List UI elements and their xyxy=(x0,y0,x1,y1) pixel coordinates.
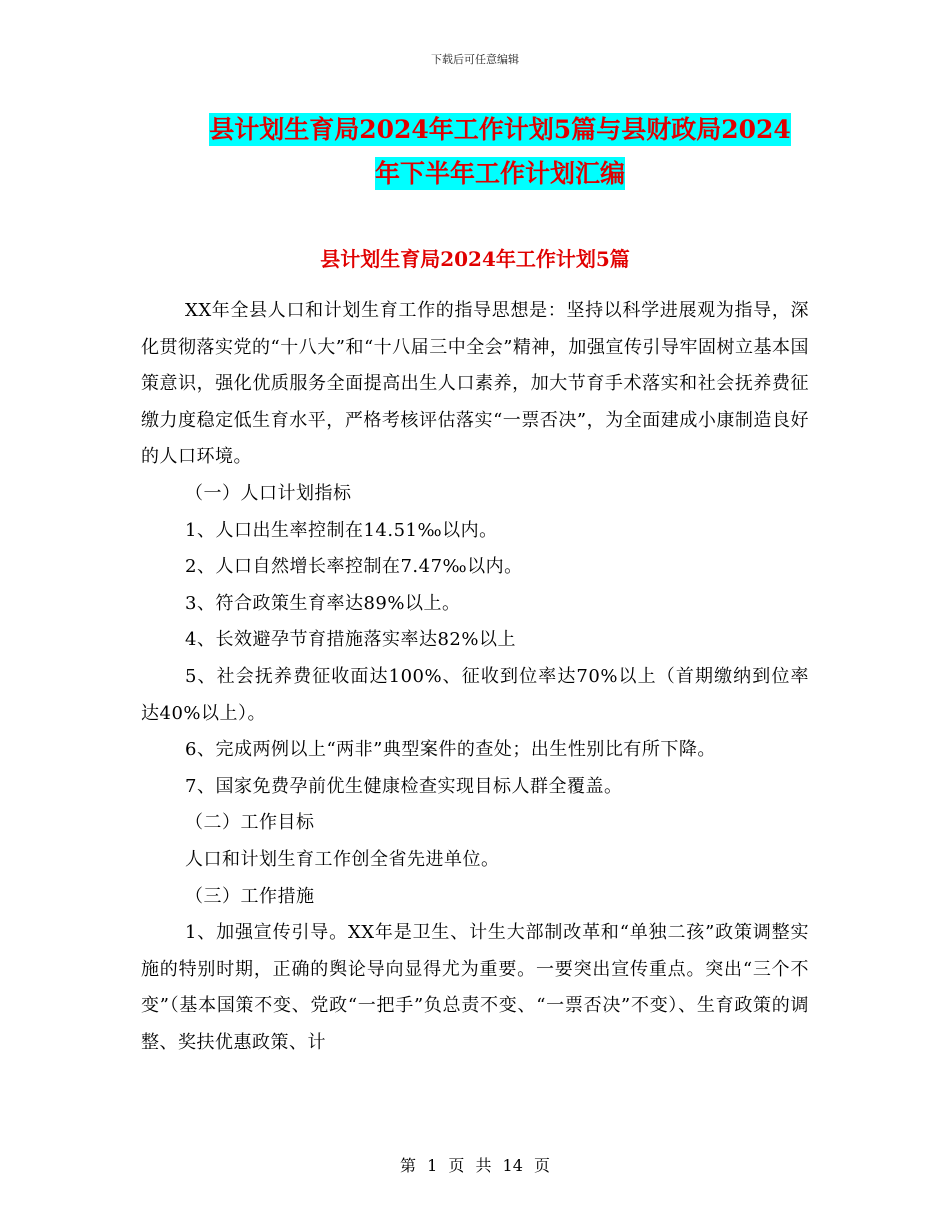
document-title xyxy=(120,108,880,196)
page-number: 第 1 页 共 14 页 xyxy=(400,1156,550,1175)
list-item: 2、人口自然增长率控制在7.47‰以内。 xyxy=(185,556,523,578)
list-item: 6、完成两例以上“两非”典型案件的查处；出生性别比有所下降。 xyxy=(185,739,716,761)
header-note: 下载后可任意编辑 xyxy=(431,53,519,66)
list-item: 5、社会抚养费征收面达100%、征收到位率达70%以上（首期缴纳到位率达40%以上）。 xyxy=(141,665,809,724)
paragraph-intro: XX年全县人口和计划生育工作的指导思想是：坚持以科学进展观为指导，深化贯彻落实党的“十八大”和“十八届三中全会”精神，加强宣传引导牢固树立基本国策意识，强化优质服务全面提高出生人口素养，加大节育手术落实和社会抚养费征缴力度稳定低生育水平，严格考核评估落实“一票否决”，为全面建成小康制造良好的人口环境。 xyxy=(141,300,809,468)
document-body xyxy=(141,293,809,1061)
list-item: 1、人口出生率控制在14.51‰以内。 xyxy=(185,519,498,541)
document-title-line-2: 年下半年工作计划汇编 xyxy=(374,159,625,188)
document-title-line-1: 县计划生育局2024年工作计划5篇与县财政局2024 xyxy=(209,115,791,144)
list-item: 3、符合政策生育率达89%以上。 xyxy=(185,592,461,614)
list-item: 7、国家免费孕前优生健康检查实现目标人群全覆盖。 xyxy=(185,775,623,797)
heading-work-goals: （二）工作目标 xyxy=(185,812,315,834)
heading-work-measures: （三）工作措施 xyxy=(185,885,315,907)
heading-population-targets: （一）人口计划指标 xyxy=(185,482,352,504)
list-item: 4、长效避孕节育措施落实率达82%以上 xyxy=(185,629,516,651)
paragraph-goal: 人口和计划生育工作创全省先进单位。 xyxy=(185,848,500,870)
section-title: 县计划生育局2024年工作计划5篇 xyxy=(320,247,630,271)
paragraph-measure-1: 1、加强宣传引导。XX年是卫生、计生大部制改革和“单独二孩”政策调整实施的特别时期，正确的舆论导向显得尤为重要。一要突出宣传重点。突出“三个不变”（基本国策不变、党政“一把手”负总责不变、“一票否决”不变）、生育政策的调整、奖扶优惠政策、计 xyxy=(141,922,809,1053)
